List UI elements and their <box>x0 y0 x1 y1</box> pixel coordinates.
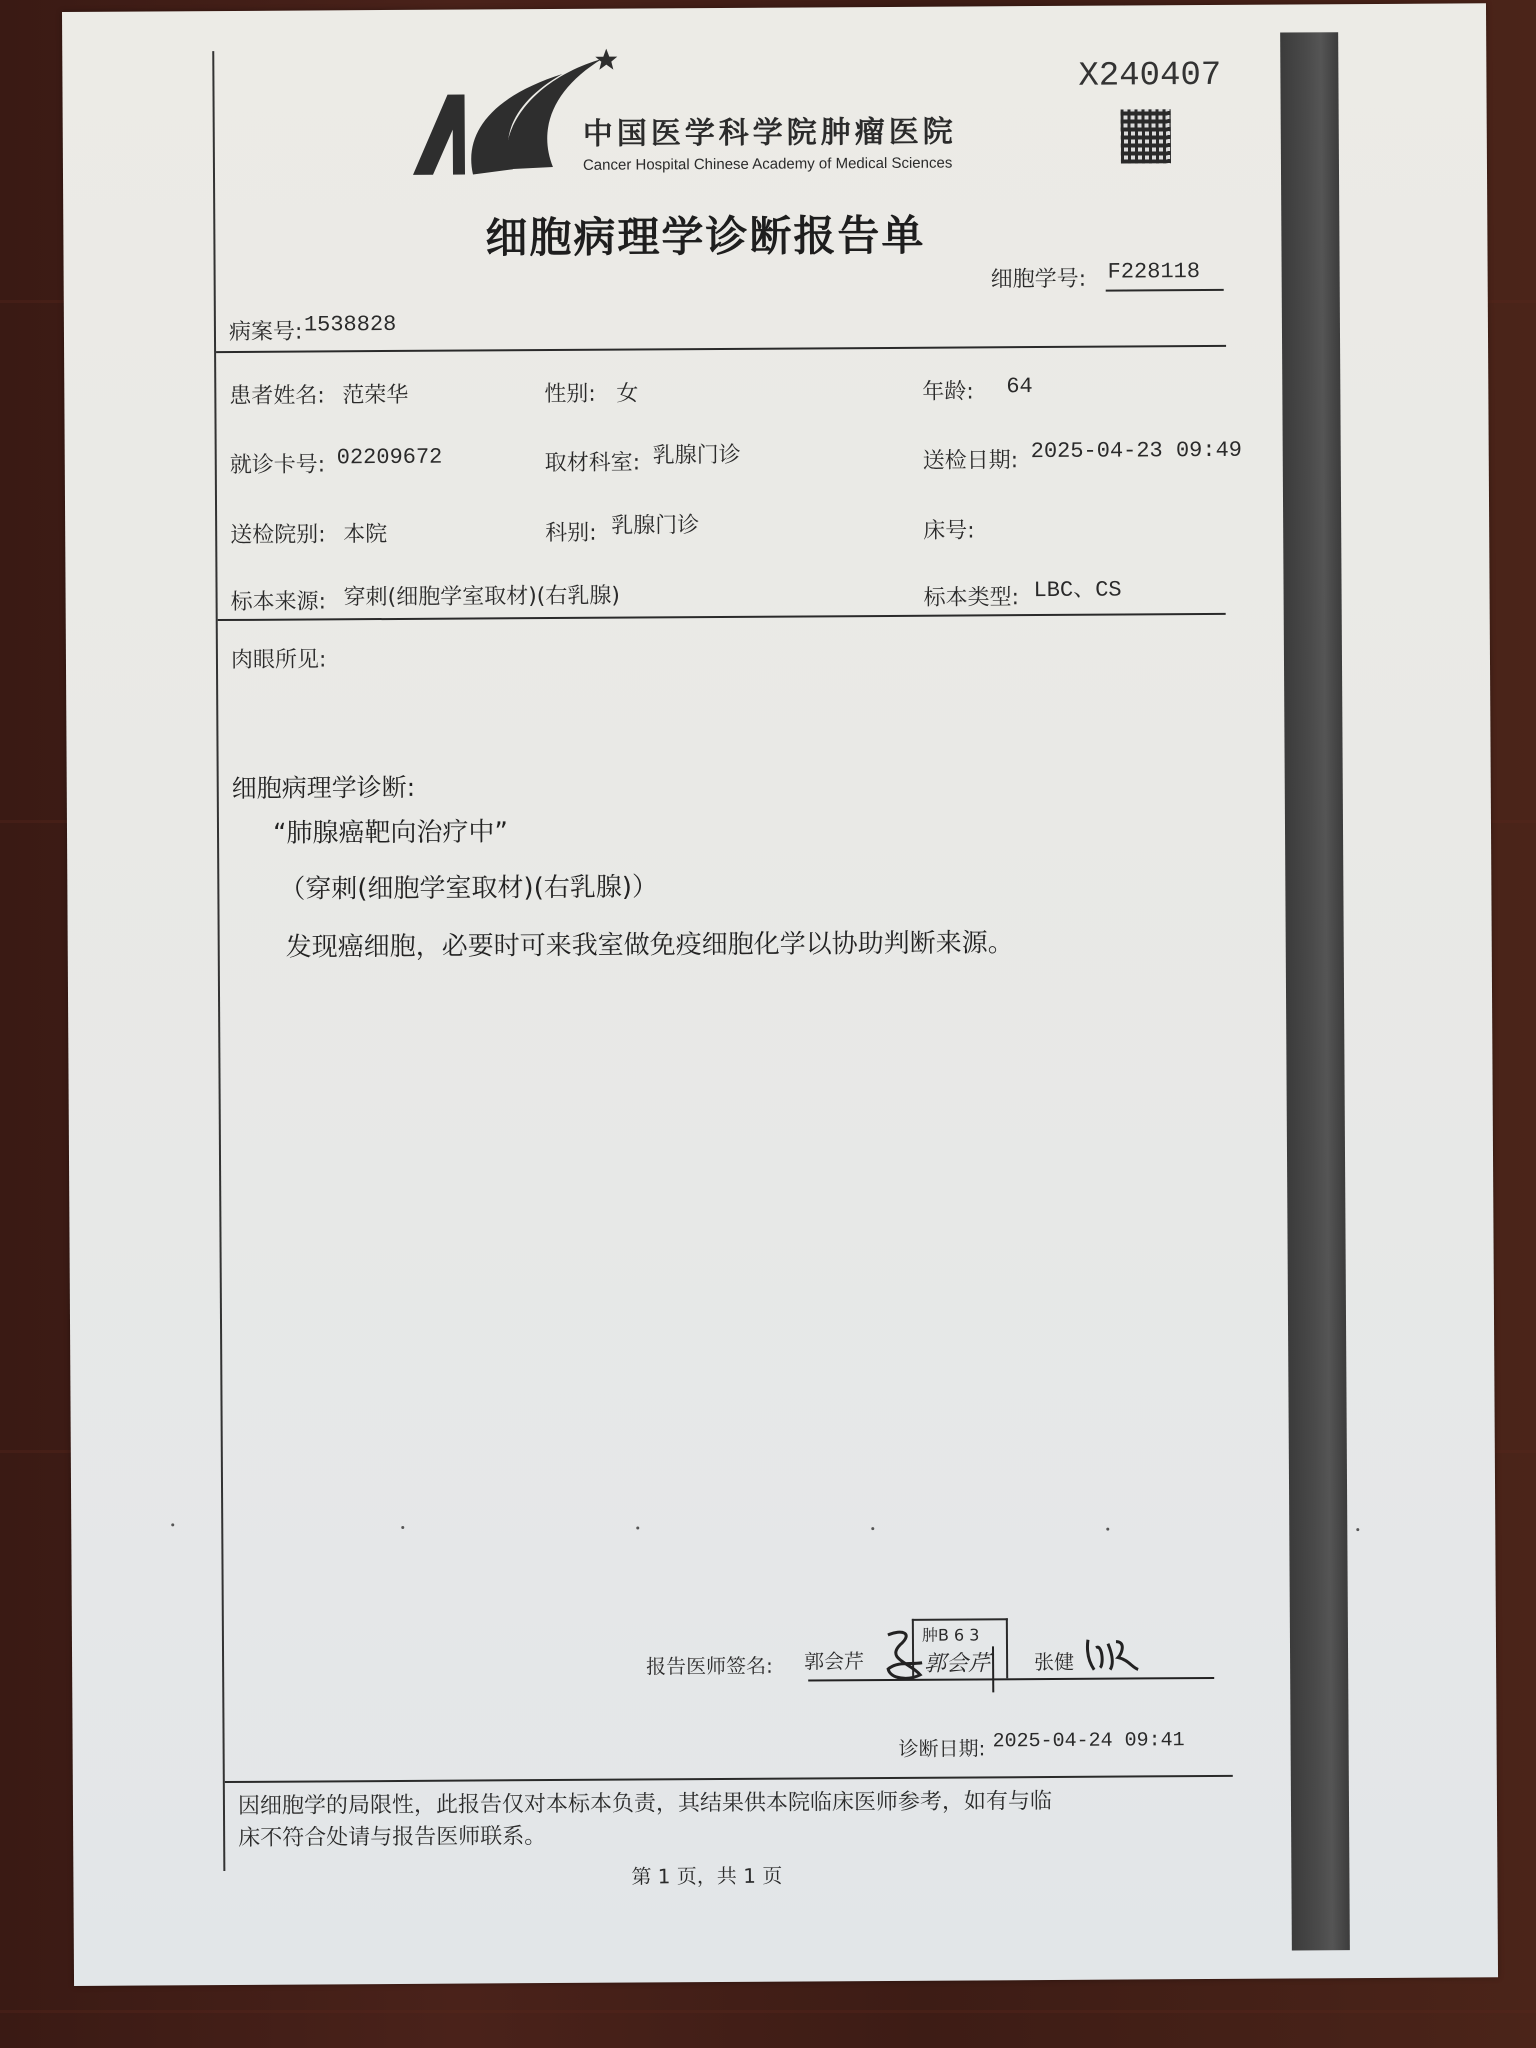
divider-footer <box>225 1775 1233 1783</box>
sampling-dept-label: 取材科室: <box>544 450 641 477</box>
divider-top <box>216 345 1226 353</box>
submit-date-value: 2025-04-23 09:49 <box>1030 437 1243 465</box>
signature-label: 报告医师签名: <box>646 1653 773 1679</box>
handwritten-signature-1-icon <box>880 1623 930 1683</box>
card-no-value: 02209672 <box>336 444 443 471</box>
dept-value: 乳腺门诊 <box>611 513 700 539</box>
disclaimer-line-1: 因细胞学的局限性，此报告仅对本标本负责，其结果供本院临床医师参考，如有与临 <box>237 1788 1053 1819</box>
divider-mid <box>218 613 1226 621</box>
signature-underline <box>808 1677 1214 1681</box>
gross-finding-label: 肉眼所见: <box>230 647 327 673</box>
submit-date-label: 送检日期: <box>922 448 1019 474</box>
card-no-label: 就诊卡号: <box>229 452 326 478</box>
page-indicator: 第 1 页，共 1 页 <box>631 1863 783 1889</box>
stamp-code: 肿B 6 3 <box>921 1625 980 1645</box>
diagnosis-heading: 细胞病理学诊断: <box>231 772 416 803</box>
age-value: 64 <box>1006 374 1033 400</box>
disclaimer-line-2: 床不符合处请与报告医师联系。 <box>238 1824 547 1851</box>
doctor2-name: 张健 <box>1034 1649 1075 1675</box>
cytology-no-underline <box>1106 289 1224 292</box>
sex-label: 性别: <box>544 381 596 408</box>
case-no-value: 1538828 <box>303 311 397 338</box>
patient-name-value: 范荣华 <box>342 382 409 409</box>
sex-value: 女 <box>616 381 639 407</box>
case-no-label: 病案号: <box>228 319 303 345</box>
specimen-source-label: 标本来源: <box>230 589 327 615</box>
diag-date-value: 2025-04-24 09:41 <box>992 1729 1185 1754</box>
specimen-type-label: 标本类型: <box>923 585 1020 611</box>
hospital-name-en: Cancer Hospital Chinese Academy of Medical Sciences <box>582 154 953 174</box>
report-title: 细胞病理学诊断报告单 <box>485 210 926 263</box>
specimen-type-value: LBC、CS <box>1033 577 1122 604</box>
diagnosis-line-1: “肺腺癌靶向治疗中” <box>272 817 509 849</box>
dept-label: 科别: <box>545 520 597 547</box>
datamatrix-code-icon <box>1121 109 1171 163</box>
bed-label: 床号: <box>923 518 975 544</box>
diagnosis-line-2: （穿刺(细胞学室取材)(右乳腺)） <box>279 872 659 905</box>
scan-shadow-bar <box>1280 32 1350 1950</box>
patient-name-label: 患者姓名: <box>229 383 325 409</box>
frame-left-border <box>212 51 225 1871</box>
doctor1-name: 郭会芹 <box>804 1649 865 1674</box>
specimen-source-value: 穿刺(细胞学室取材)(右乳腺) <box>343 583 620 611</box>
submit-hospital-label: 送检院别: <box>230 522 326 548</box>
diagnosis-line-3: 发现癌细胞，必要时可来我室做免疫细胞化学以协助判断来源。 <box>285 928 1014 963</box>
age-label: 年龄: <box>922 379 974 405</box>
report-paper <box>62 3 1498 1986</box>
hospital-name-cn: 中国医学科学院肿瘤医院 <box>582 114 957 152</box>
cytology-no-value: F228118 <box>1107 259 1201 285</box>
diag-date-label: 诊断日期: <box>898 1736 986 1761</box>
handwritten-signature-2-icon <box>1082 1633 1142 1673</box>
sampling-dept-value: 乳腺门诊 <box>652 442 741 469</box>
submit-hospital-value: 本院 <box>343 522 388 548</box>
cytology-no-label: 细胞学号: <box>990 266 1087 293</box>
stamp-name: 郭会芹 <box>924 1651 991 1677</box>
document-code: X240407 <box>1078 56 1222 96</box>
